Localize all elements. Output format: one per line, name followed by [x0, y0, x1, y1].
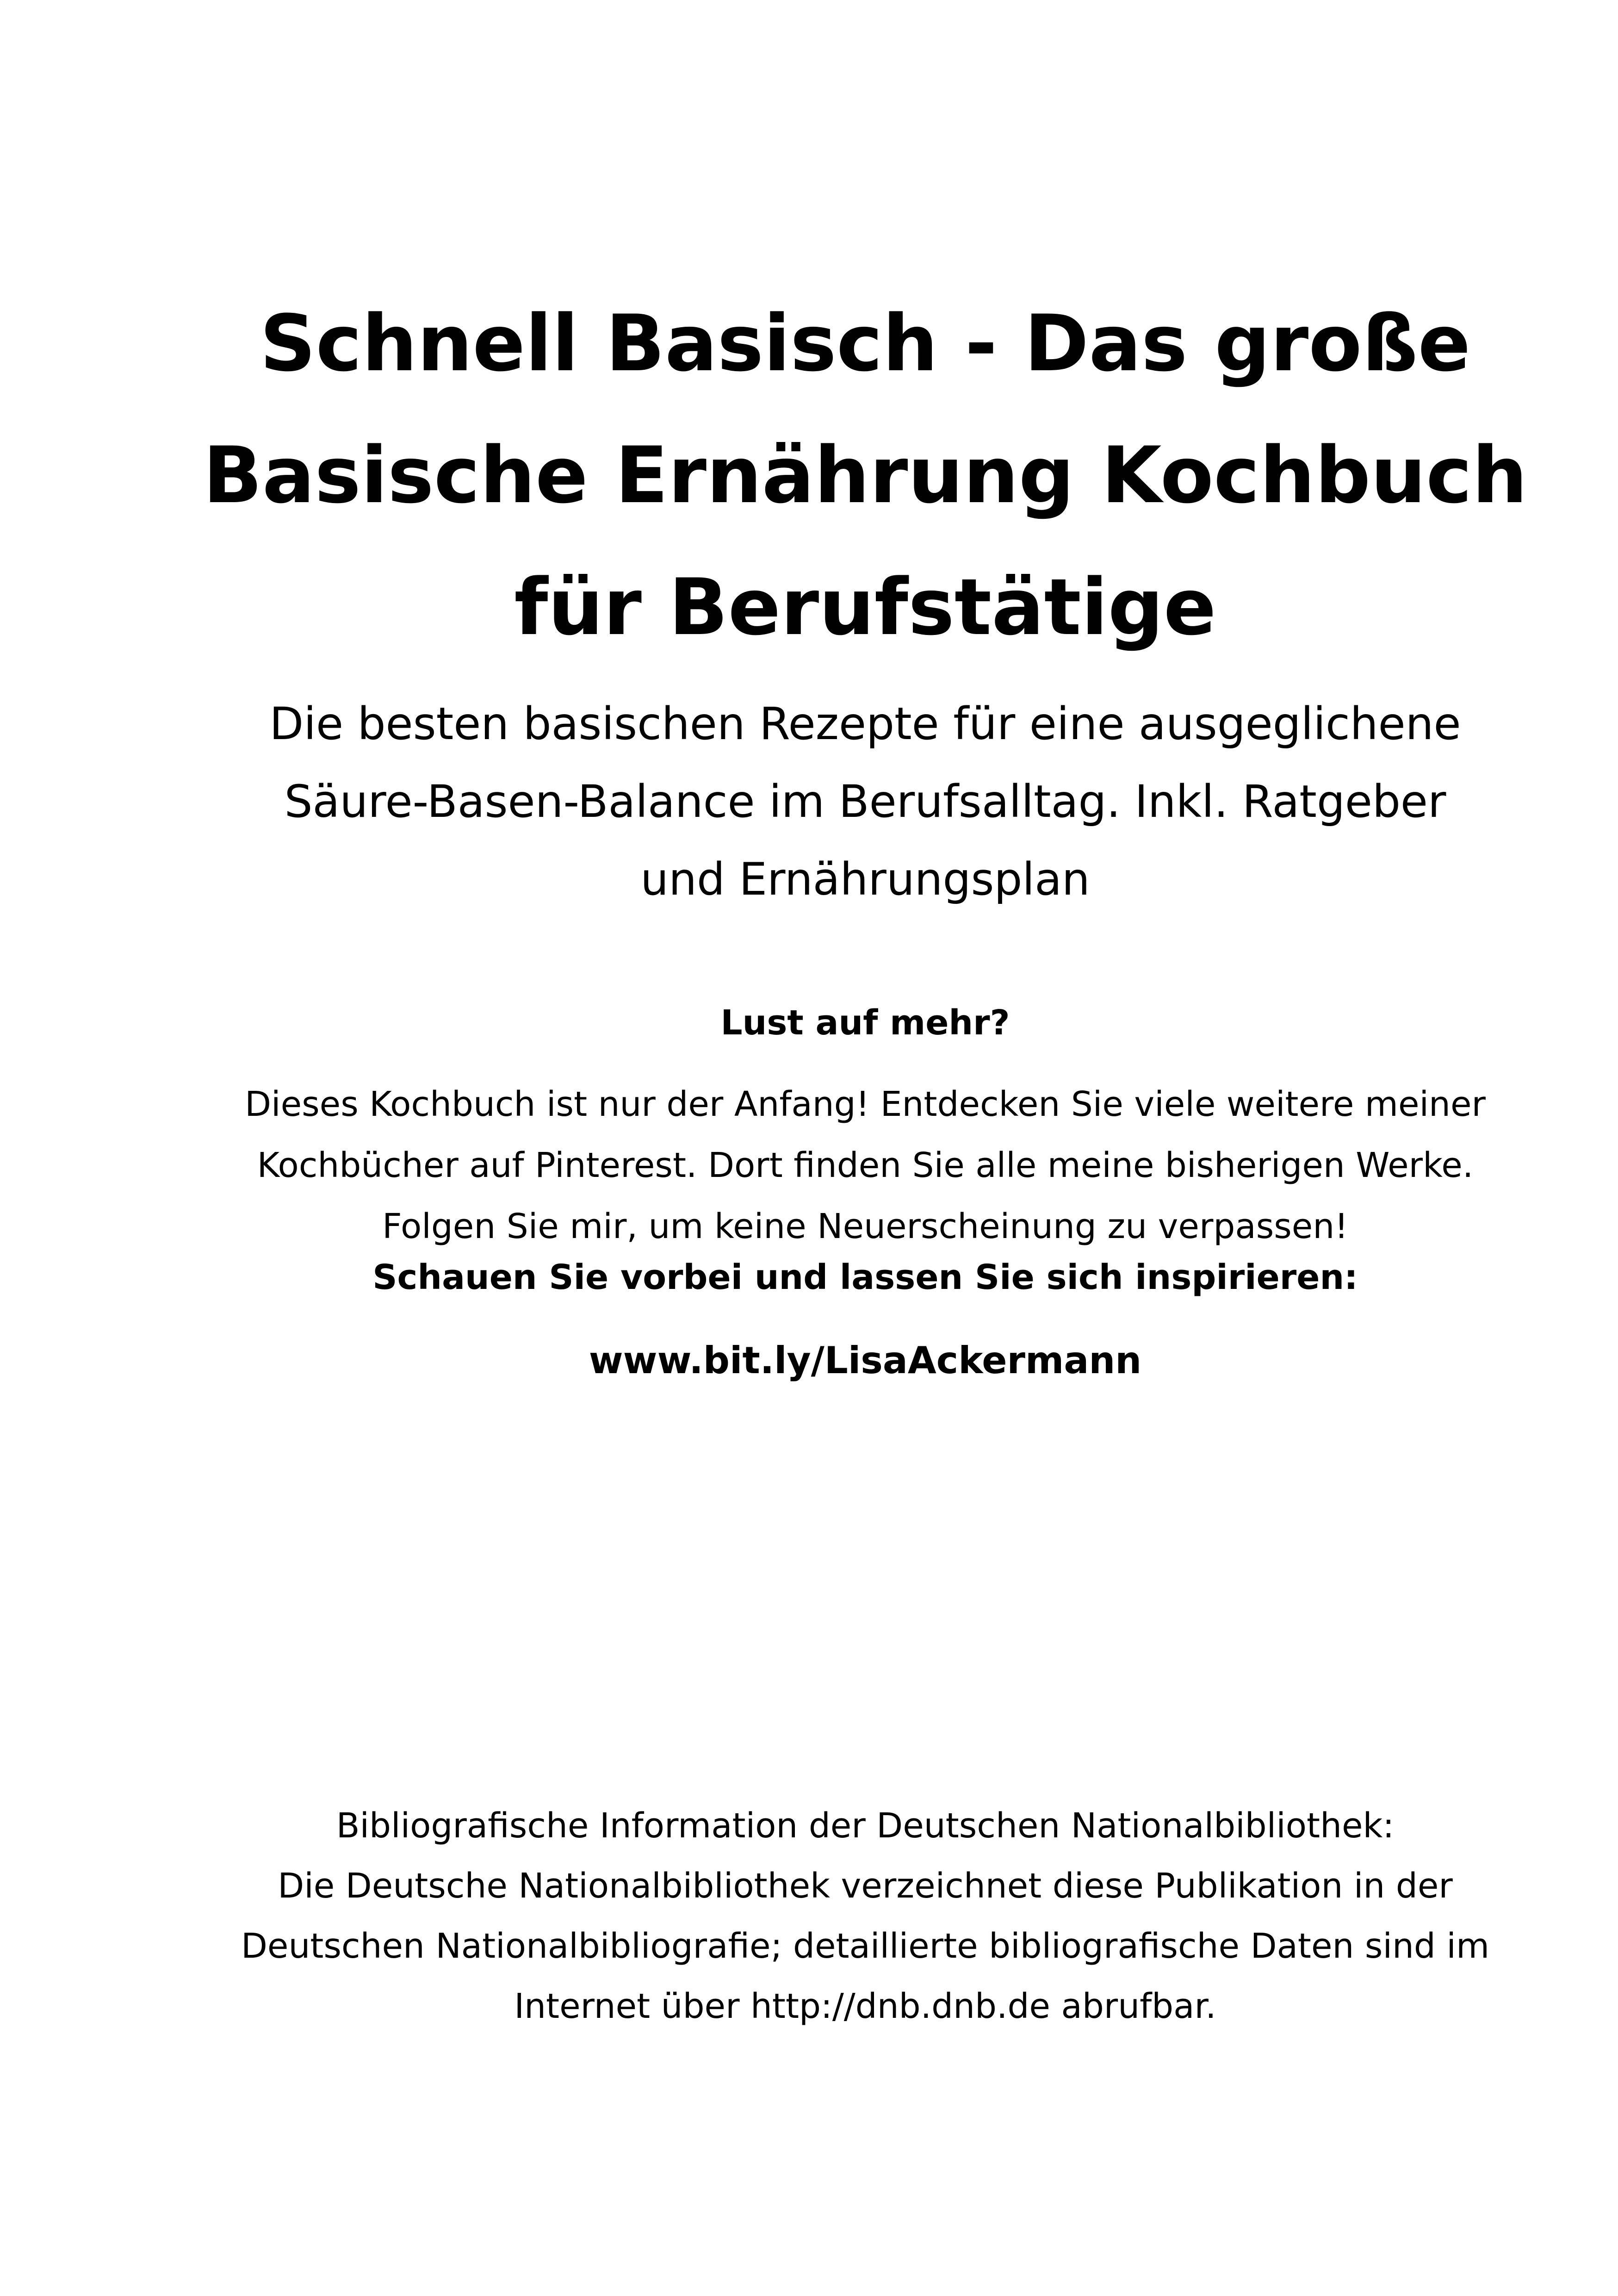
- book-title: [194, 278, 1536, 673]
- promo-text-line: Kochbücher auf Pinterest. Dort finden Sie alle meine bisherigen Werke.: [257, 1145, 1474, 1185]
- bibliographic-notice: [194, 1796, 1536, 2036]
- bibliographic-notice-line: Internet über http://dnb.dnb.de abrufbar.: [514, 1986, 1216, 2026]
- book-subtitle-line: und Ernährungsplan: [640, 853, 1090, 905]
- promo-text: [194, 1074, 1536, 1257]
- promo-text-line: Folgen Sie mir, um keine Neuerscheinung zu verpassen!: [382, 1207, 1348, 1246]
- promo-heading: Lust auf mehr?: [720, 1003, 1010, 1043]
- book-subtitle-line: Die besten basischen Rezepte für eine ausgeglichene: [269, 698, 1461, 750]
- promo-call-to-action: Schauen Sie vorbei und lassen Sie sich inspirieren:: [372, 1257, 1358, 1297]
- bibliographic-notice-line: Bibliografische Information der Deutschen Nationalbibliothek:: [336, 1806, 1395, 1846]
- book-title-line: Basische Ernährung Kochbuch: [203, 430, 1528, 521]
- promo-text-line: Dieses Kochbuch ist nur der Anfang! Entdecken Sie viele weitere meiner: [245, 1084, 1486, 1124]
- book-subtitle-line: Säure-Basen-Balance im Berufsalltag. Inkl. Ratgeber: [284, 776, 1446, 828]
- bibliographic-notice-line: Deutschen Nationalbibliografie; detaillierte bibliografische Daten sind im: [241, 1926, 1490, 1966]
- book-title-line: für Berufstätige: [514, 562, 1216, 653]
- bibliographic-notice-line: Die Deutsche Nationalbibliothek verzeichnet diese Publikation in der: [278, 1866, 1453, 1906]
- pinterest-link[interactable]: www.bit.ly/LisaAckermann: [589, 1339, 1142, 1382]
- book-subtitle: [194, 685, 1536, 918]
- book-title-line: Schnell Basisch - Das große: [260, 298, 1471, 389]
